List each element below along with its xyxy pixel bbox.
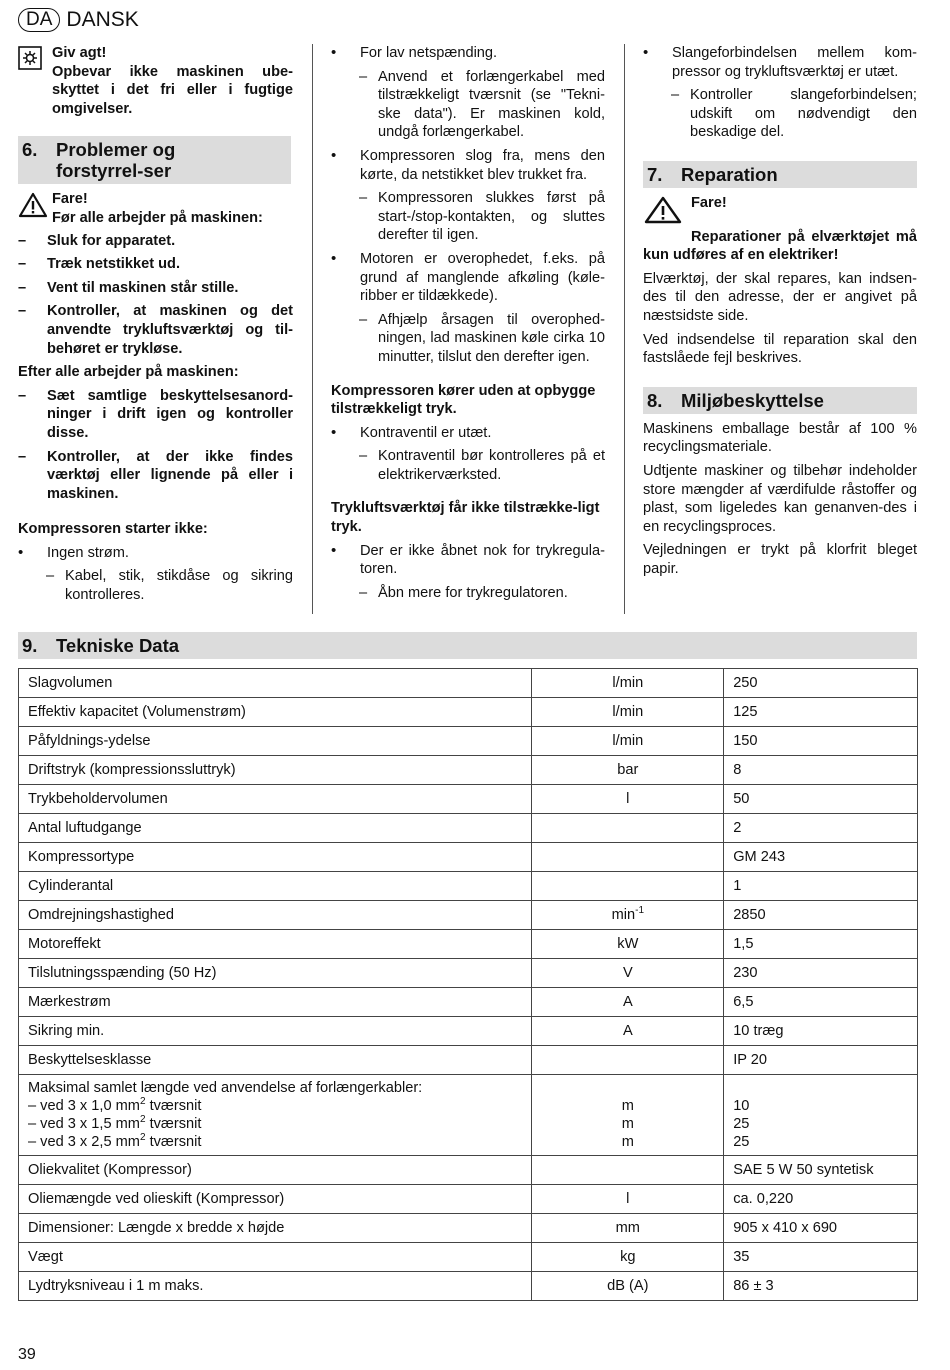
column-3 (643, 44, 917, 583)
table-cell-unit: mm (532, 1214, 724, 1243)
technical-data-table (18, 668, 918, 1301)
start-heading: Kompressoren starter ikke: (18, 521, 208, 538)
table-cell-label: Dimensioner: Længde x bredde x højde (19, 1214, 532, 1243)
section-title: Problemer og forstyrrel-ser (56, 139, 176, 182)
table-cell-unit: l/min (532, 698, 724, 727)
table-cell-label: Driftstryk (kompressionssluttryk) (19, 756, 532, 785)
section-number: 8. (647, 389, 663, 411)
table-row (19, 843, 918, 872)
list-item: • Kontraventil er utæt. (331, 423, 492, 441)
note-icon (18, 46, 52, 76)
language-name: DANSK (66, 8, 139, 31)
table-cell-unit (532, 872, 724, 901)
table-cell-unit: A (532, 1017, 724, 1046)
paragraph: Vejledningen er trykt på klorfrit bleget papir. (643, 542, 917, 577)
table-cell-value: 2 (724, 814, 918, 843)
table-cell-unit: $\min^{-1}$ (532, 901, 724, 930)
table-cell-value: 35 (724, 1243, 918, 1272)
table-cell-label: Cylinderantal (19, 872, 532, 901)
table-cell-label: Vægt (19, 1243, 532, 1272)
list-item: – Kontroller, at maskinen og det anvendte trykluftsværktøj og til-behøret er trykløse. (18, 303, 293, 357)
table-cell-unit: A (532, 988, 724, 1017)
list-item: • For lav netspænding. (331, 44, 498, 61)
list-subitem: – Anvend et forlængerkabel med tilstrækkeligt tværsnit (se "Tekni-ske data"). Er maskinen kold, undgå forlængerkabel. (359, 68, 605, 141)
table-cell-unit: l/min (532, 727, 724, 756)
note-title: Giv agt! (52, 45, 107, 61)
table-cell-label: Kompressortype (19, 843, 532, 872)
section-number: 6. (22, 139, 38, 161)
table-cell-value: 905 x 410 x 690 (724, 1214, 918, 1243)
danger-text: Før alle arbejder på maskinen: (52, 209, 263, 226)
section-title: Reparation (681, 163, 778, 185)
table-row (19, 1185, 918, 1214)
cable-title: Maksimal samlet længde ved anvendelse af forlængerkabler: (28, 1080, 423, 1096)
list-subitem: – Afhjælp årsagen til overophed-ningen, lad maskinen køle cirka 10 minutter, tilslut den derefter igen. (359, 311, 605, 365)
table-cell-value: 1 (724, 872, 918, 901)
section-8-heading (643, 387, 917, 414)
table-cell: 10 (733, 1098, 750, 1114)
table-cell-label: Antal luftudgange (19, 814, 532, 843)
page-header (18, 8, 139, 32)
table-cell: 25 (733, 1116, 750, 1132)
table-cell-label: Oliemængde ved olieskift (Kompressor) (19, 1185, 532, 1214)
table-cell-label: Oliekvalitet (Kompressor) (19, 1156, 532, 1185)
column-1 (18, 44, 293, 610)
table-row (19, 1214, 918, 1243)
danger-text: Reparationer på elværktøjet må kun udføres af en elektriker! (643, 228, 917, 264)
table-cell-label: Beskyttelsesklasse (19, 1046, 532, 1075)
table-row (19, 872, 918, 901)
table-cell-unit: kW (532, 930, 724, 959)
table-cell-value: 2850 (724, 901, 918, 930)
table-cell-unit (532, 1156, 724, 1185)
table-cell-value: 150 (724, 727, 918, 756)
table-row (19, 988, 918, 1017)
list-item: – Kontroller, at der ikke findes værktøj eller lignende på eller i maskinen. (18, 448, 293, 502)
list-item: • Kompressoren slog fra, mens den kørte, da netstikket blev trukket fra. (331, 146, 605, 183)
table-cell-value: 8 (724, 756, 918, 785)
paragraph: Maskinens emballage består af 100 % recyclingsmateriale. (643, 420, 917, 456)
table-cell-label: Lydtryksniveau i 1 m maks. (19, 1272, 532, 1301)
subheading: Trykluftsværktøj får ikke tilstrække-ligt tryk. (331, 500, 600, 536)
table-cell: 25 (733, 1134, 750, 1150)
warning-triangle-icon (18, 192, 52, 224)
table-cell-value: 10 træg (724, 1017, 918, 1046)
table-cell-unit: bar (532, 756, 724, 785)
table-cell-value: SAE 5 W 50 syntetisk (724, 1156, 918, 1185)
list-item: – Vent til maskinen står stille. (18, 279, 239, 296)
subheading: Kompressoren kører uden at opbygge tilstrækkeligt tryk. (331, 382, 596, 418)
section-title: Tekniske Data (56, 635, 180, 656)
table-row (19, 669, 918, 698)
table-row (19, 930, 918, 959)
table-row (19, 698, 918, 727)
danger-title: Fare! (52, 191, 88, 208)
note-text: Opbevar ikke maskinen ube-skyttet i det fri eller i fugtige omgivelser. (52, 63, 293, 117)
section-9-heading (18, 632, 917, 659)
table-row (19, 1046, 918, 1075)
table-cell-label: Motoreffekt (19, 930, 532, 959)
table-cell-unit (532, 814, 724, 843)
table-cell-unit (532, 1046, 724, 1075)
section-number: 7. (647, 163, 663, 185)
list-item: • Der er ikke åbnet nok for trykregula-toren. (331, 541, 605, 578)
table-cell-value: 6,5 (724, 988, 918, 1017)
table-cell-unit: kg (532, 1243, 724, 1272)
table-row (19, 1243, 918, 1272)
list-subitem: – Kompressoren slukkes først på start-/stop-kontakten, og sluttes derefter til igen. (359, 190, 605, 244)
list-subitem: – Kontroller slangeforbindelsen; udskift om nødvendigt den beskadige del. (671, 87, 917, 141)
list-item: • Motoren er overophedet, f.eks. på grund af manglende afkøling (køle-ribber er tildækkede). (331, 249, 605, 305)
table-row (19, 814, 918, 843)
column-2 (331, 44, 605, 607)
paragraph: Ved indsendelse til reparation skal den fastslåede fejl beskrives. (643, 331, 917, 367)
language-code-badge: DA (18, 8, 60, 32)
page-number: 39 (18, 1346, 36, 1363)
table-cell-unit: l/min (532, 669, 724, 698)
table-cell-label: Påfyldnings-ydelse (19, 727, 532, 756)
list-item: • Ingen strøm. (18, 543, 129, 561)
section-title: Miljøbeskyttelse (681, 389, 824, 411)
list-item: • Slangeforbindelsen mellem kom-pressor og trykluftsværktøj er utæt. (643, 44, 917, 80)
after-heading: Efter alle arbejder på maskinen: (18, 364, 239, 381)
table-cell-unit: l (532, 785, 724, 814)
list-subitem: – Kontraventil bør kontrolleres på et elektrikerværksted. (359, 448, 605, 483)
list-item: – Træk netstikket ud. (18, 256, 181, 273)
table-cell: m (621, 1116, 634, 1132)
table-cell-unit: dB (A) (532, 1272, 724, 1301)
table-row (19, 756, 918, 785)
table-cell-label: Sikring min. (19, 1017, 532, 1046)
table-cell: m (621, 1134, 634, 1150)
table-row (19, 1075, 918, 1156)
list-item: – Sæt samtlige beskyttelsesanord-ninger i drift igen og kontroller disse. (18, 387, 293, 441)
list-item: – Sluk for apparatet. (18, 232, 176, 249)
table-cell-label: Effektiv kapacitet (Volumenstrøm) (19, 698, 532, 727)
table-cell-value: ca. 0,220 (724, 1185, 918, 1214)
table-cell-value: 86 ± 3 (724, 1272, 918, 1301)
table-row (19, 785, 918, 814)
column-divider (312, 44, 313, 614)
cable-line: – ved 3 x 1,5 $mm^2$ tværsnit (28, 1114, 202, 1132)
danger-block (643, 194, 917, 230)
table-cell-value: IP 20 (724, 1046, 918, 1075)
column-divider (624, 44, 625, 614)
table-row (19, 1017, 918, 1046)
section-6-heading (18, 136, 291, 184)
cable-line: – ved 3 x 1,0 $mm^2$ tværsnit (28, 1096, 202, 1114)
table-cell-value: 250 (724, 669, 918, 698)
table-cell-label: Omdrejningshastighed (19, 901, 532, 930)
table-cell-label: Slagvolumen (19, 669, 532, 698)
table-cell-value: 125 (724, 698, 918, 727)
table-cell-value: 230 (724, 959, 918, 988)
list-subitem: – Åbn mere for trykregulatoren. (359, 584, 568, 601)
table-row (19, 901, 918, 930)
table-cell-value: GM 243 (724, 843, 918, 872)
list-subitem: – Kabel, stik, stikdåse og sikring kontrolleres. (46, 568, 293, 604)
table-cell-label: Tilslutningsspænding (50 Hz) (19, 959, 532, 988)
table-row (19, 1272, 918, 1301)
section-number: 9. (22, 635, 38, 656)
danger-title: Fare! (691, 194, 727, 211)
note-block (18, 44, 293, 118)
table-cell-label: Mærkestrøm (19, 988, 532, 1017)
table-cell-unit (532, 843, 724, 872)
table-row (19, 959, 918, 988)
warning-triangle-icon (643, 196, 691, 230)
table-row (19, 1156, 918, 1185)
paragraph: Udtjente maskiner og tilbehør indeholder store mængder af værdifulde råstoffer og plast, som ligeledes kan genanven-des i en recyclingsproces. (643, 462, 917, 535)
table-cell-unit: V (532, 959, 724, 988)
table-cell-unit: l (532, 1185, 724, 1214)
table-cell: m (621, 1098, 634, 1114)
table-row (19, 727, 918, 756)
table-cell-label: Trykbeholdervolumen (19, 785, 532, 814)
danger-block (18, 190, 293, 227)
table-cell-value: 50 (724, 785, 918, 814)
section-7-heading (643, 161, 917, 188)
table-cell-value: 1,5 (724, 930, 918, 959)
paragraph: Elværktøj, der skal repares, kan indsen-des til den adresse, der er angivet på næstsidste side. (643, 270, 917, 324)
cable-line: – ved 3 x 2,5 $mm^2$ tværsnit (28, 1132, 202, 1150)
